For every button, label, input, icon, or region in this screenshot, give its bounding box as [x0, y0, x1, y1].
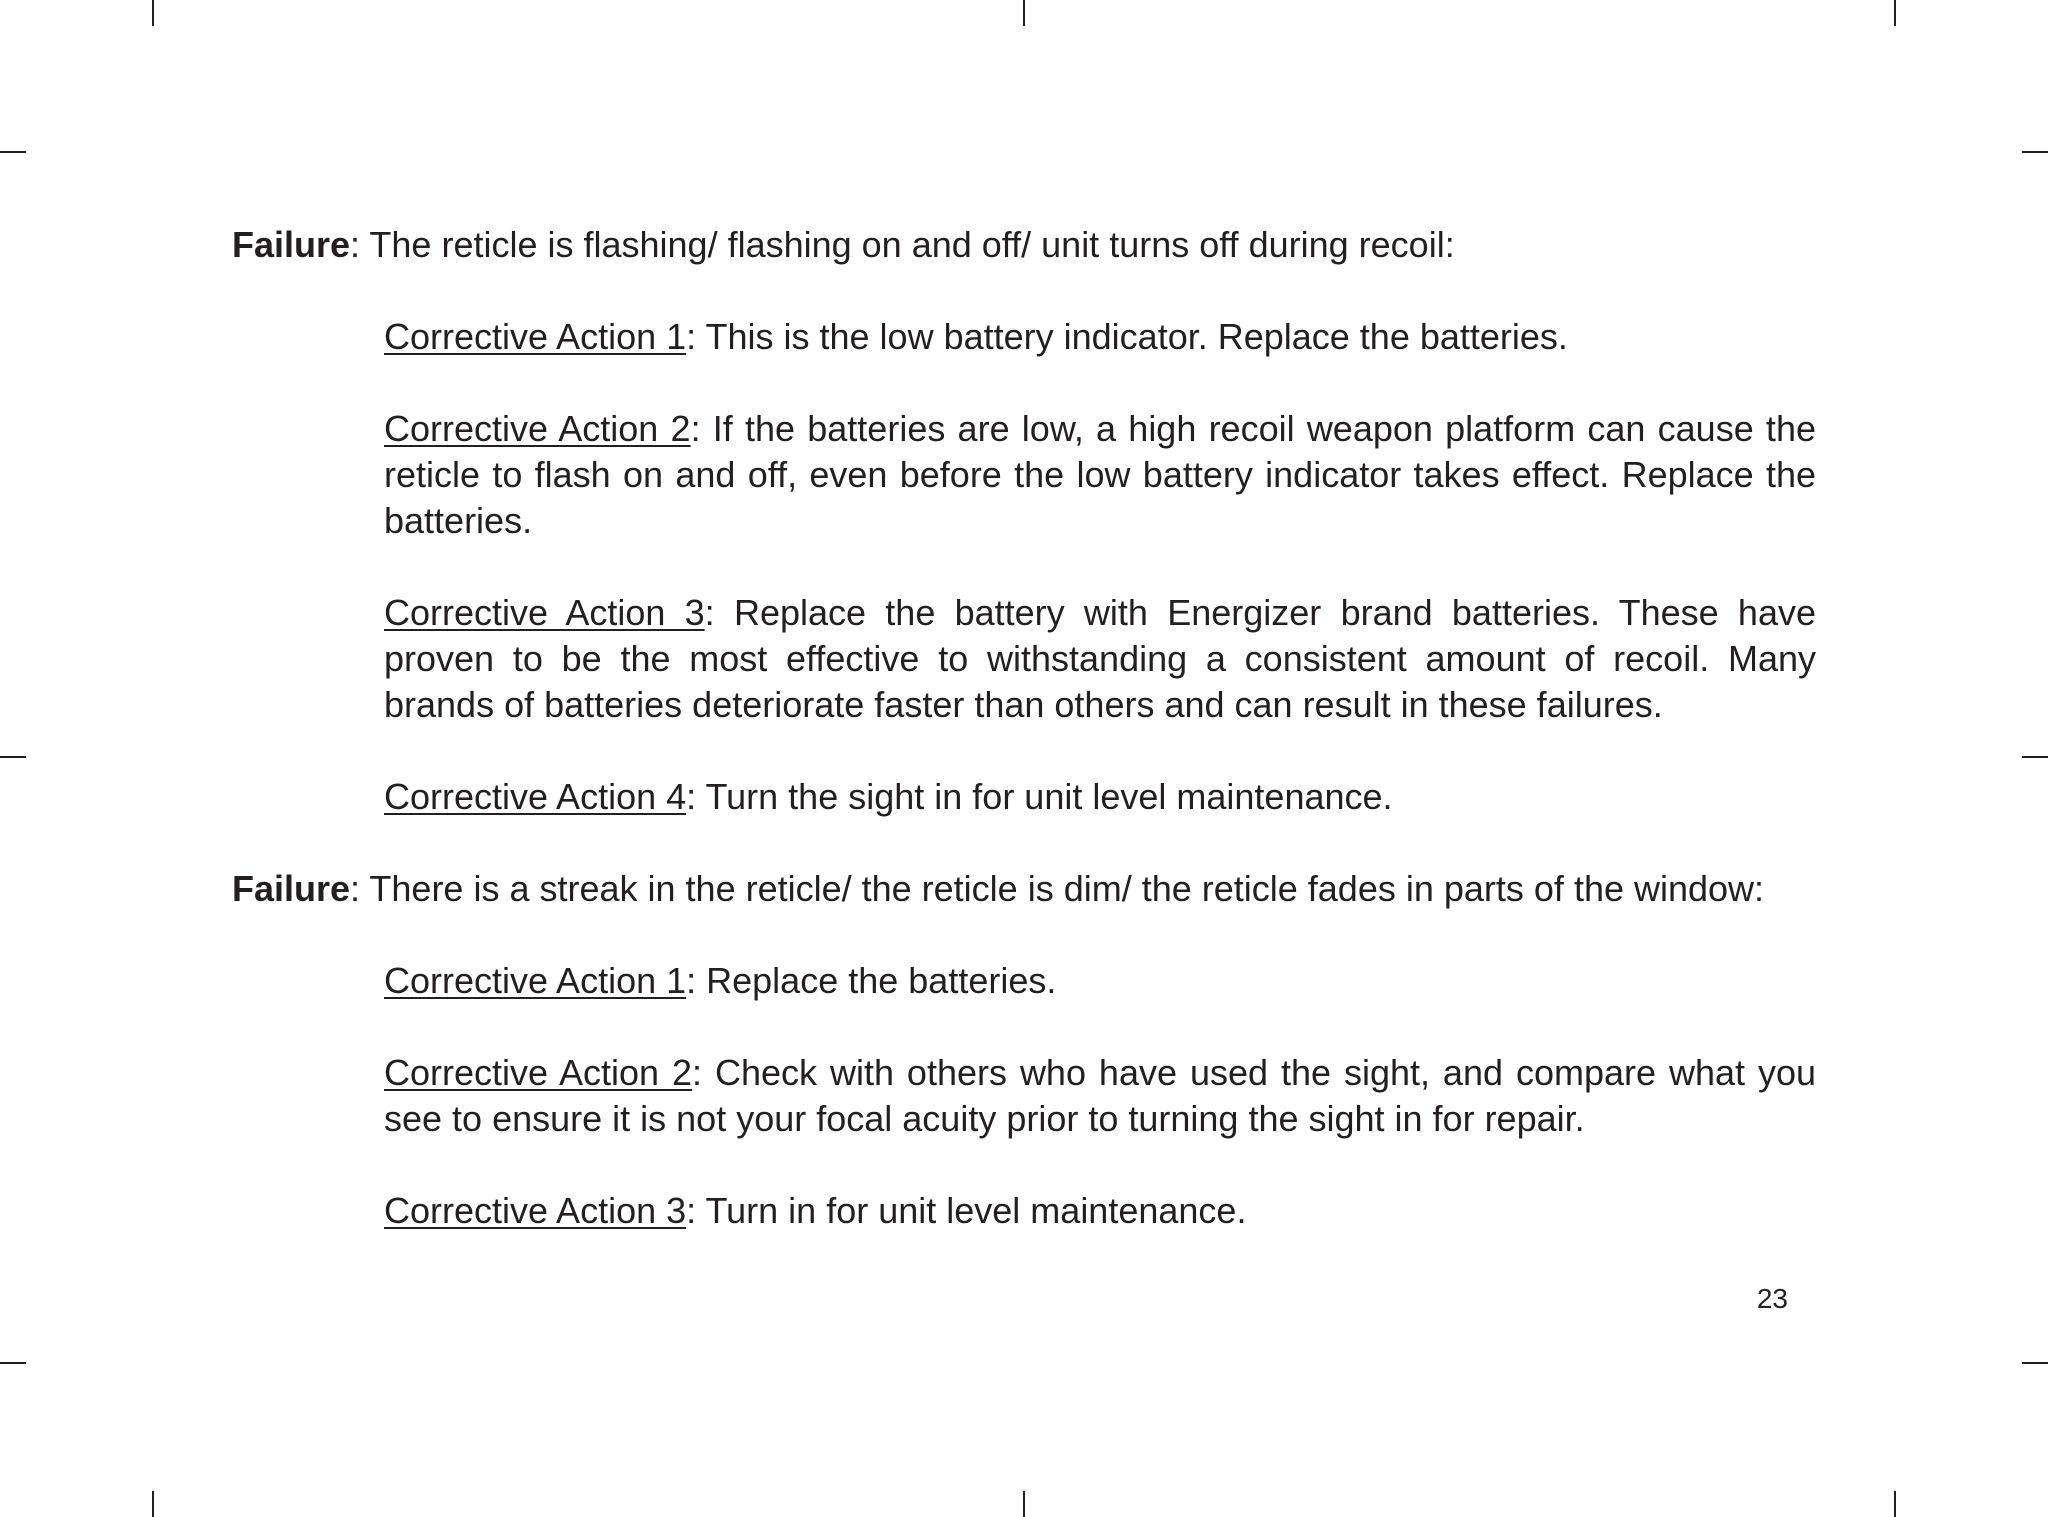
corrective-action [384, 1188, 1816, 1234]
corrective-action [384, 314, 1816, 360]
corrective-action-text: : This is the low battery indicator. Replace the batteries. [686, 316, 1568, 357]
corrective-action [384, 406, 1816, 544]
crop-mark-top-center [1023, 0, 1025, 26]
corrective-action [384, 1050, 1816, 1142]
failure-heading [232, 222, 1816, 268]
failure-description: There is a streak in the reticle/ the reticle is dim/ the reticle fades in parts of the window: [360, 868, 1765, 909]
crop-mark-right-upper [2022, 151, 2048, 153]
page-number: 23 [1756, 1283, 1788, 1314]
corrective-action-label: Corrective Action 3 [384, 1190, 687, 1231]
corrective-action-text: : Turn the sight in for unit level maintenance. [686, 776, 1393, 817]
failure-description: The reticle is flashing/ flashing on and off/ unit turns off during recoil: [360, 224, 1455, 265]
corrective-action [384, 774, 1816, 820]
corrective-action-label: Corrective Action 1 [384, 960, 687, 1001]
corrective-action-text: : Replace the batteries. [686, 960, 1057, 1001]
crop-mark-top-right [1894, 0, 1896, 26]
failure-separator: : [350, 868, 361, 909]
corrective-action-label: Corrective Action 2 [384, 408, 691, 449]
crop-mark-bottom-center [1023, 1491, 1025, 1517]
crop-mark-left-lower [0, 1362, 26, 1364]
failure-separator: : [350, 224, 361, 265]
corrective-action [384, 958, 1816, 1004]
corrective-action [384, 590, 1816, 728]
crop-mark-left-upper [0, 151, 26, 153]
crop-mark-right-lower [2022, 1362, 2048, 1364]
corrective-action-label: Corrective Action 3 [384, 592, 705, 633]
corrective-action-text: : Check with others who have used the sight, and compare what you see to ensure it is not your focal acuity prior to turning the sight in for repair. [384, 1052, 1816, 1139]
crop-mark-right-middle [2022, 756, 2048, 758]
corrective-action-text: : Replace the battery with Energizer brand batteries. These have proven to be the most effective to withstanding a consistent amount of recoil. Many brands of batteries deteriorate faster than others and can result in these failures. [384, 592, 1816, 725]
corrective-action-label: Corrective Action 1 [384, 316, 687, 357]
failure-heading [232, 866, 1816, 912]
failure-label: Failure [232, 868, 351, 909]
crop-mark-top-left [152, 0, 154, 26]
failure-label: Failure [232, 224, 351, 265]
crop-mark-bottom-left [152, 1491, 154, 1517]
corrective-action-label: Corrective Action 2 [384, 1052, 693, 1093]
corrective-action-text: : Turn in for unit level maintenance. [686, 1190, 1247, 1231]
corrective-action-text: : If the batteries are low, a high recoil weapon platform can cause the reticle to flash on and off, even before the low battery indicator takes effect. Replace the batteries. [384, 408, 1816, 541]
troubleshooting-content [232, 222, 1816, 1234]
crop-mark-left-middle [0, 756, 26, 758]
corrective-action-label: Corrective Action 4 [384, 776, 687, 817]
crop-mark-bottom-right [1894, 1491, 1896, 1517]
